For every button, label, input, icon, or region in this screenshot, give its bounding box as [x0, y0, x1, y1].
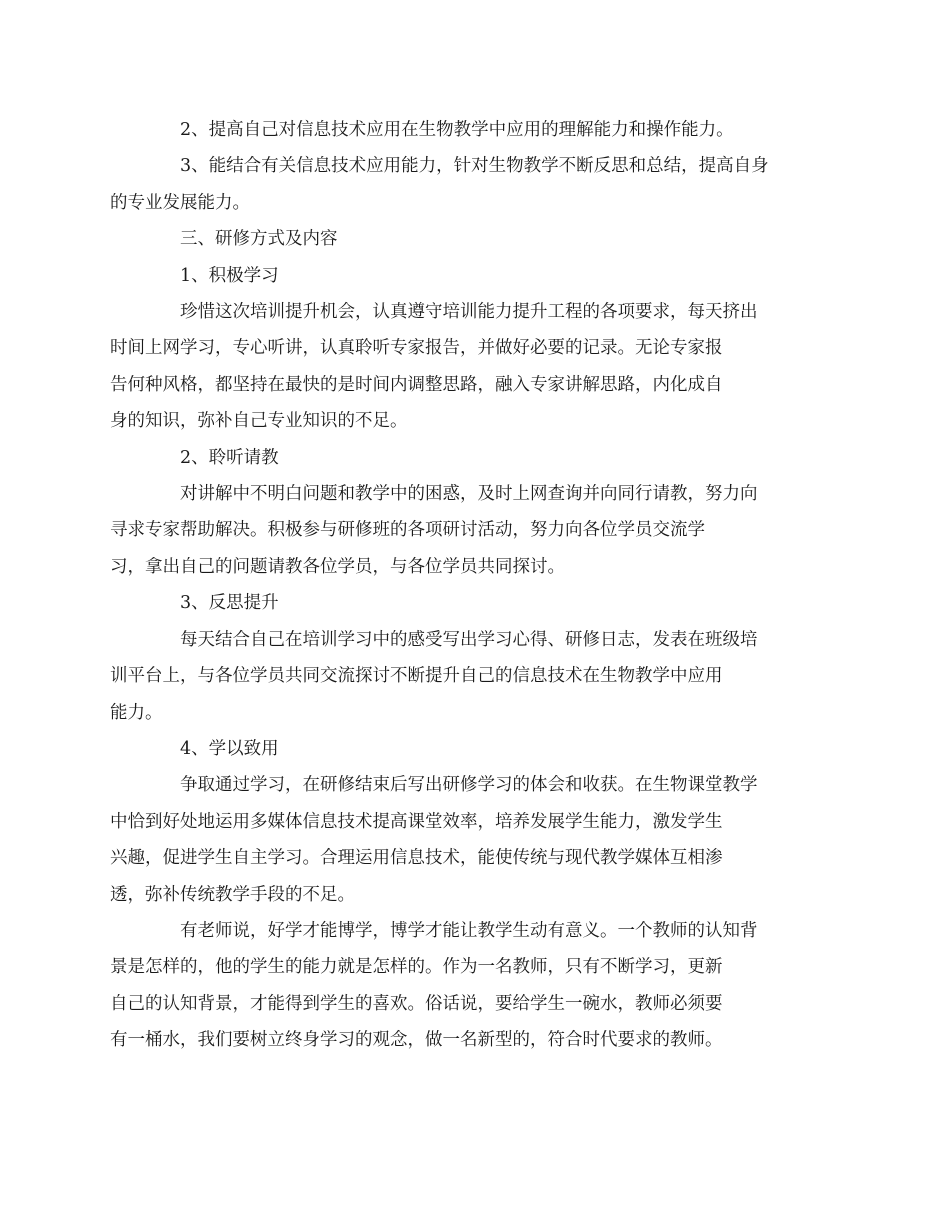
text-line: 3、反思提升	[180, 593, 279, 614]
text-line: 告何种风格，都坚持在最快的是时间内调整思路，融入专家讲解思路，内化成自	[110, 374, 723, 395]
paragraph	[145, 112, 810, 148]
text-line: 训平台上，与各位学员共同交流探讨不断提升自己的信息技术在生物教学中应用	[110, 666, 723, 687]
paragraph	[110, 622, 810, 731]
text-line: 透，弥补传统教学手段的不足。	[110, 884, 355, 905]
text-line: 争取通过学习，在研修结束后写出研修学习的体会和收获。在生物课堂教学	[180, 775, 758, 796]
paragraph	[110, 767, 810, 913]
text-line: 对讲解中不明白问题和教学中的困惑，及时上网查询并向同行请教，努力向	[180, 484, 758, 505]
subsection-heading	[145, 731, 810, 767]
text-line: 1、积极学习	[180, 265, 279, 286]
paragraph	[110, 476, 810, 585]
text-line: 习，拿出自己的问题请教各位学员，与各位学员共同探讨。	[110, 556, 565, 577]
text-line: 自己的认知背景，才能得到学生的喜欢。俗话说，要给学生一碗水，教师必须要	[110, 993, 723, 1014]
text-line: 三、研修方式及内容	[180, 229, 338, 250]
text-line: 4、学以致用	[180, 738, 279, 759]
subsection-heading	[145, 585, 810, 621]
text-line: 时间上网学习，专心听讲，认真聆听专家报告，并做好必要的记录。无论专家报	[110, 338, 723, 359]
paragraph	[110, 294, 810, 440]
text-line: 兴趣，促进学生自主学习。合理运用信息技术，能使传统与现代教学媒体互相渗	[110, 848, 723, 869]
text-line: 有一桶水，我们要树立终身学习的观念，做一名新型的，符合时代要求的教师。	[110, 1030, 723, 1051]
text-line: 珍惜这次培训提升机会，认真遵守培训能力提升工程的各项要求，每天挤出	[180, 302, 758, 323]
text-line: 2、聆听请教	[180, 447, 279, 468]
text-line: 景是怎样的，他的学生的能力就是怎样的。作为一名教师，只有不断学习，更新	[110, 957, 723, 978]
paragraph	[110, 148, 810, 221]
subsection-heading	[145, 258, 810, 294]
text-line: 2、提高自己对信息技术应用在生物教学中应用的理解能力和操作能力。	[180, 120, 734, 140]
text-line: 3、能结合有关信息技术应用能力，针对生物教学不断反思和总结，提高自身	[180, 156, 769, 177]
text-line: 的专业发展能力。	[110, 192, 250, 213]
document-page	[110, 112, 810, 1059]
text-line: 中恰到好处地运用多媒体信息技术提高课堂效率，培养发展学生能力，激发学生	[110, 811, 723, 832]
text-line: 能力。	[110, 702, 163, 723]
text-line: 寻求专家帮助解决。积极参与研修班的各项研讨活动，努力向各位学员交流学	[110, 520, 705, 541]
text-line: 每天结合自己在培训学习中的感受写出学习心得、研修日志，发表在班级培	[180, 629, 758, 650]
subsection-heading	[145, 440, 810, 476]
section-heading	[145, 221, 810, 257]
paragraph	[110, 913, 810, 1059]
text-line: 身的知识，弥补自己专业知识的不足。	[110, 411, 408, 432]
text-line: 有老师说，好学才能博学，博学才能让教学生动有意义。一个教师的认知背	[180, 920, 758, 941]
